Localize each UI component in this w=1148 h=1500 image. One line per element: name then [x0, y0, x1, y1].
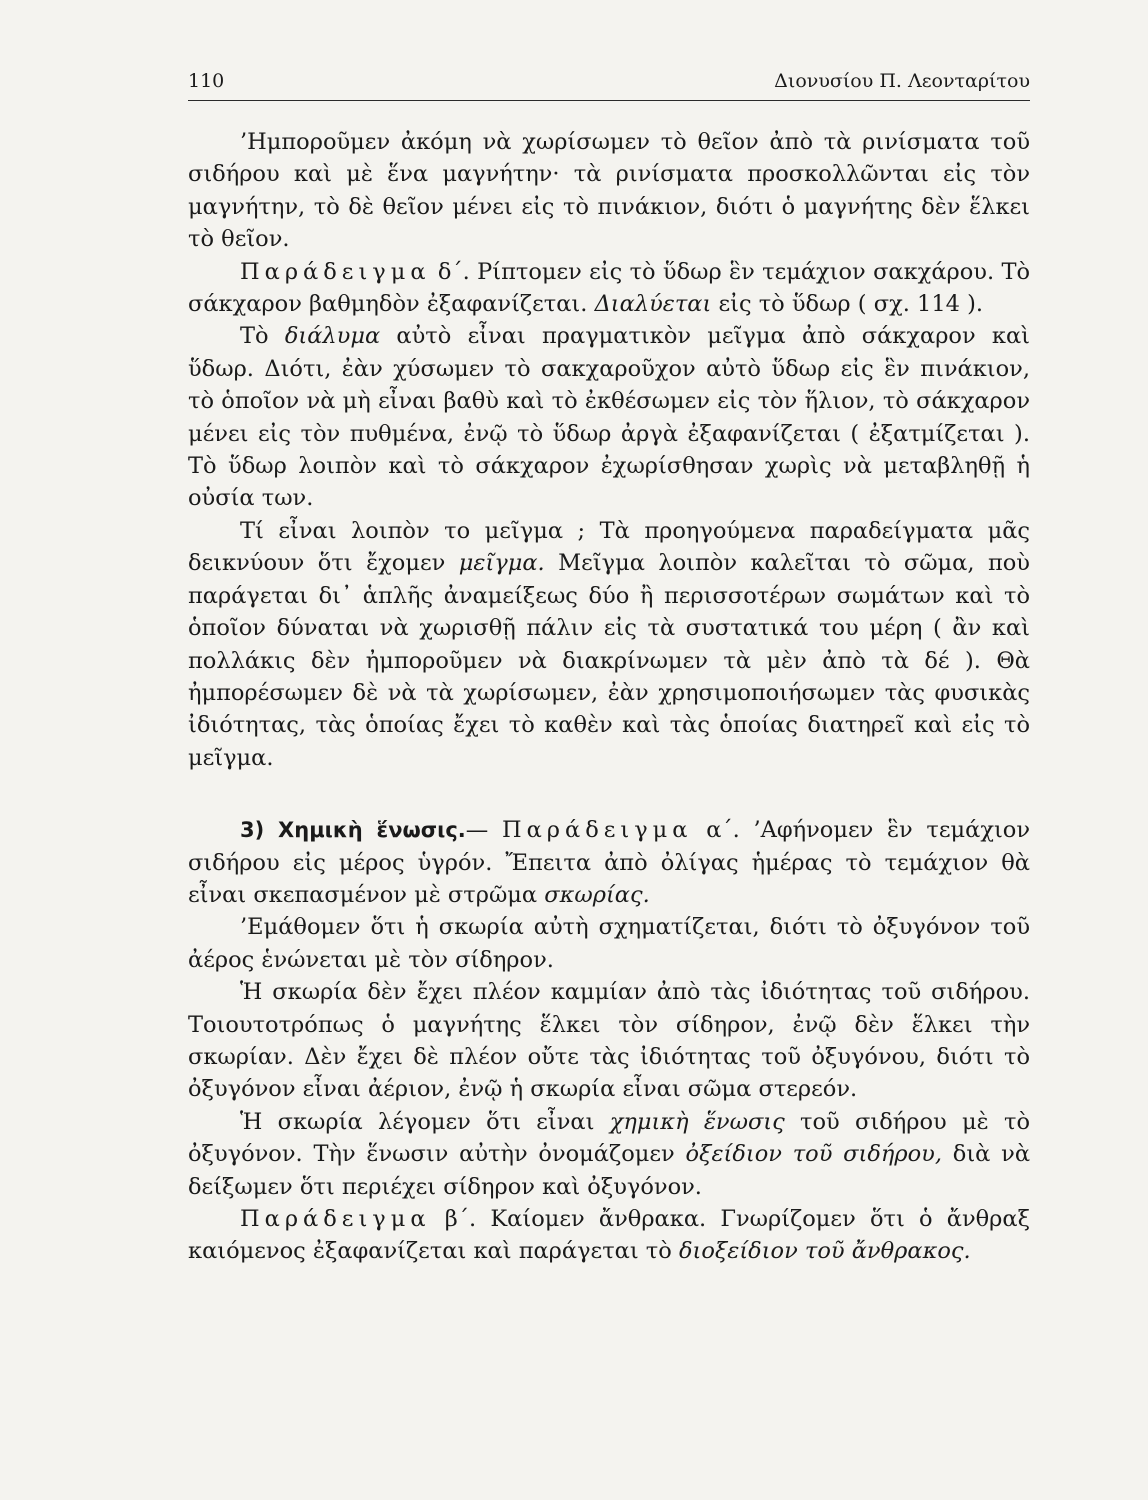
- example-label: Παράδειγμα: [240, 258, 431, 285]
- paragraph-3: Τὸ διάλυμα αὐτὸ εἶναι πραγματικὸν μεῖγμα ἀπὸ σάκχαρον καὶ ὕδωρ. Διότι, ἐὰν χύσωμεν τὸ σακχαροῦχον αὐτὸ ὕδωρ εἰς ἓν πινάκιον, τὸ ὁποῖον νὰ μὴ εἶναι βαθὺ καὶ τὸ ἐκθέσωμεν εἰς τὸν ἥλιον, τὸ σάκχαρον μένει εἰς τὸν πυθμένα, ἐνῷ τὸ ὕδωρ ἀργὰ ἐξαφανίζεται ( ἐξατμίζεται ). Τὸ ὕδωρ λοιπὸν καὶ τὸ σάκχαρον ἐχωρίσθησαν χωρὶς νὰ μεταβληθῇ ἡ οὐσία των.: [188, 323, 1030, 512]
- paragraph-6: ’Εμάθομεν ὅτι ἡ σκωρία αὐτὴ σχηματίζεται, διότι τὸ ὀξυγόνον τοῦ ἀέρος ἑνώνεται μὲ τὸν σίδηρον.: [188, 914, 1030, 973]
- page-number: 110: [188, 70, 225, 92]
- text-body: [188, 126, 1030, 1268]
- paragraph-9: Παράδειγμα β΄. Καίομεν ἄνθρακα. Γνωρίζομεν ὅτι ὁ ἄνθραξ καιόμενος ἐξαφανίζεται καὶ παράγεται τὸ διοξείδιον τοῦ ἄνθρακος.: [188, 1206, 1030, 1265]
- example-label: Παράδειγμα: [240, 1206, 431, 1232]
- running-title: Διονυσίου Π. Λεονταρίτου: [774, 70, 1030, 92]
- emphasis: ὀξείδιον τοῦ σιδήρου,: [685, 1141, 942, 1168]
- emphasis: διάλυμα: [284, 323, 381, 350]
- paragraph-2: Παράδειγμα δ΄. Ρίπτομεν εἰς τὸ ὕδωρ ἓν τεμάχιον σακχάρου. Τὸ σάκχαρον βαθμηδὸν ἐξαφανίζεται. Διαλύεται εἰς τὸ ὕδωρ ( σχ. 114 ).: [188, 258, 1030, 318]
- emphasis: Διαλύεται: [594, 291, 712, 318]
- paragraph-5: 3) Χημικὴ ἕνωσις.— Παράδειγμα α΄. ’Αφήνομεν ἓν τεμάχιον σιδήρου εἰς μέρος ὑγρόν. Ἔπειτα ἀπὸ ὀλίγας ἡμέρας τὸ τεμάχιον θὰ εἶναι σκεπασμένον μὲ στρῶμα σκωρίας.: [188, 817, 1031, 908]
- section-gap: [188, 774, 1030, 814]
- paragraph-8: Ἡ σκωρία λέγομεν ὅτι εἶναι χημικὴ ἕνωσις τοῦ σιδήρου μὲ τὸ ὀξυγόνον. Τὴν ἕνωσιν αὐτὴν ὀνομάζομεν ὀξείδιον τοῦ σιδήρου, διὰ νὰ δείξωμεν ὅτι περιέχει σίδηρον καὶ ὀξυγόνον.: [188, 1108, 1031, 1200]
- page-header: [188, 66, 1030, 101]
- emphasis: μεῖγμα.: [458, 550, 545, 577]
- emphasis: διοξείδιον τοῦ ἄνθρακος.: [678, 1238, 971, 1265]
- paragraph-7: Ἡ σκωρία δὲν ἔχει πλέον καμμίαν ἀπὸ τὰς ἰδιότητας τοῦ σιδήρου. Τοιουτοτρόπως ὁ μαγνήτης ἕλκει τὸν σίδηρον, ἐνῷ δὲν ἕλκει τὴν σκωρίαν. Δὲν ἔχει δὲ πλέον οὔτε τὰς ἰδιότητας τοῦ ὀξυγόνου, διότι τὸ ὀξυγόνον εἶναι ἀέριον, ἐνῷ ἡ σκωρία εἶναι σῶμα στερεόν.: [188, 979, 1030, 1103]
- section-heading: 3) Χημικὴ ἕνωσις.: [240, 818, 466, 843]
- paragraph-4: Τί εἶναι λοιπὸν το μεῖγμα ; Τὰ προηγούμενα παραδείγματα μᾶς δεικνύουν ὅτι ἔχομεν μεῖγμα. Μεῖγμα λοιπὸν καλεῖται τὸ σῶμα, ποὺ παράγεται δι᾽ ἁπλῆς ἀναμείξεως δύο ἢ περισσοτέρων σωμάτων καὶ τὸ ὁποῖον δύναται νὰ χωρισθῇ πάλιν εἰς τὰ συστατικά του μέρη ( ἂν καὶ πολλάκις δὲν ἠμποροῦμεν νὰ διακρίνωμεν τὰ μὲν ἀπὸ τὰ δέ ). Θὰ ἠμπορέσωμεν δὲ νὰ τὰ χωρίσωμεν, ἐὰν χρησιμοποιήσωμεν τὰς φυσικὰς ἰδιότητας, τὰς ὁποίας ἔχει τὸ καθὲν καὶ τὰς ὁποίας διατηρεῖ καὶ εἰς τὸ μεῖγμα.: [188, 517, 1030, 771]
- example-label: Παράδειγμα: [501, 817, 693, 844]
- emphasis: χημικὴ ἕνωσις: [609, 1108, 785, 1135]
- emphasis: σκωρίας.: [544, 881, 650, 908]
- paragraph-1: ’Ημποροῦμεν ἀκόμη νὰ χωρίσωμεν τὸ θεῖον ἀπὸ τὰ ρινίσματα τοῦ σιδήρου καὶ μὲ ἕνα μαγνήτην· τὰ ρινίσματα προσκολλῶνται εἰς τὸν μαγνήτην, τὸ δὲ θεῖον μένει εἰς τὸ πινάκιον, διότι ὁ μαγνήτης δὲν ἕλκει τὸ θεῖον.: [188, 129, 1030, 253]
